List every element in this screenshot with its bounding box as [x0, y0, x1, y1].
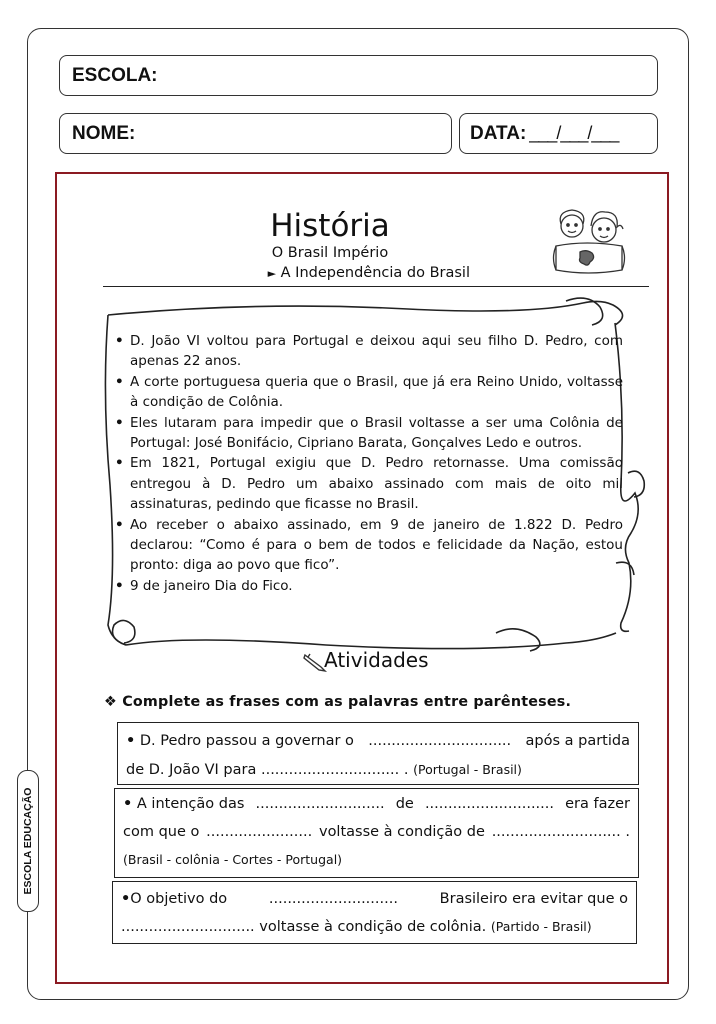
ex3-blank-2[interactable]: .............................: [121, 919, 255, 935]
ex3-hint: (Partido - Brasil): [490, 919, 592, 934]
ex2-hint: (Brasil - colônia - Cortes - Portugal): [123, 852, 343, 867]
escola-field[interactable]: [59, 55, 658, 96]
atividades-label: Atividades: [324, 648, 429, 672]
ex2-blank-1[interactable]: ............................: [255, 796, 385, 812]
ex2-text: A intenção das: [136, 796, 245, 812]
subtitle: O Brasil Império: [271, 245, 389, 261]
ex1-text: de D. João VI para: [126, 762, 257, 778]
ex1-text: após a partida: [525, 733, 630, 749]
ex2-blank-3[interactable]: .......................: [206, 824, 313, 840]
ex2-text: de: [395, 796, 414, 812]
list-item: • 9 de janeiro Dia do Fico.: [115, 576, 623, 596]
list-item: • A corte portuguesa queria que o Brasil, que já era Reino Unido, voltasse à condição de Colônia.: [115, 372, 623, 413]
list-item: • Eles lutaram para impedir que o Brasil voltasse a ser uma Colônia de Portugal: José Bonifácio, Cipriano Barata, Gonçalves Ledo e outros.: [115, 413, 623, 454]
exercise-1: • D. Pedro passou a governar o ............................... após a partida de D. João VI para .............................. . (Portugal - Brasil): [117, 722, 639, 785]
exercise-3: •O objetivo do ............................ Brasileiro era evitar que o ............................. voltasse à condição de colônia. (Partido - Brasil): [112, 881, 637, 944]
data-field[interactable]: [459, 113, 658, 154]
nome-field[interactable]: [59, 113, 452, 154]
data-label: DATA:: [470, 122, 527, 144]
diamond-bullet-icon: ❖: [104, 694, 118, 710]
ex1-blank-1[interactable]: ...............................: [368, 733, 512, 749]
list-item: • D. João VI voltou para Portugal e deixou aqui seu filho D. Pedro, com apenas 22 anos.: [115, 331, 623, 372]
topic-text: A Independência do Brasil: [280, 265, 470, 281]
atividades-heading: [302, 645, 442, 677]
ex2-text: era fazer: [565, 796, 630, 812]
children-illustration-icon: [550, 206, 630, 281]
escola-label: ESCOLA:: [72, 64, 158, 86]
side-label-text: ESCOLA EDUCAÇÃO: [22, 787, 34, 895]
ex2-blank-2[interactable]: ............................: [424, 796, 554, 812]
exercise-2: • A intenção das ............................ de ............................ era fazer com que o ....................... voltasse à condição de ............................ . (Brasil - colônia - Cortes - Portugal): [114, 788, 639, 878]
list-item: • Em 1821, Portugal exigiu que D. Pedro retornasse. Uma comissão entregou à D. Pedro um abaixo assinado com mais de oito mil assinaturas, pedindo que ficasse no Brasil.: [115, 453, 623, 514]
scroll-text: [115, 331, 623, 596]
topic: [200, 265, 470, 281]
title-divider: [103, 286, 649, 287]
list-item: • Ao receber o abaixo assinado, em 9 de janeiro de 1.822 D. Pedro declarou: “Como é para o bem de todos e felicidade da Nação, estou pronto: diga ao povo que fico”.: [115, 515, 623, 576]
arrow-icon: ►: [267, 267, 277, 280]
ex2-text: voltasse à condição de: [318, 824, 485, 840]
ex2-blank-4[interactable]: ............................ .: [491, 824, 630, 840]
page-title: História: [270, 208, 390, 244]
nome-label: NOME:: [72, 122, 136, 144]
ex1-hint: (Portugal - Brasil): [413, 762, 522, 777]
ex2-text: com que o: [123, 824, 200, 840]
ex1-text: D. Pedro passou a governar o: [139, 733, 354, 749]
instruction-text: Complete as frases com as palavras entre parênteses.: [122, 694, 572, 710]
ex3-text: O objetivo do: [130, 891, 228, 907]
ex3-text: Brasileiro era evitar que o: [439, 891, 628, 907]
ex3-blank-1[interactable]: ............................: [268, 891, 398, 907]
data-blank: ___/___/___: [529, 123, 619, 143]
ex1-blank-2[interactable]: .............................. .: [260, 762, 409, 778]
ex3-text: voltasse à condição de colônia.: [259, 919, 487, 935]
side-label: [17, 770, 39, 912]
instruction: [104, 694, 571, 710]
